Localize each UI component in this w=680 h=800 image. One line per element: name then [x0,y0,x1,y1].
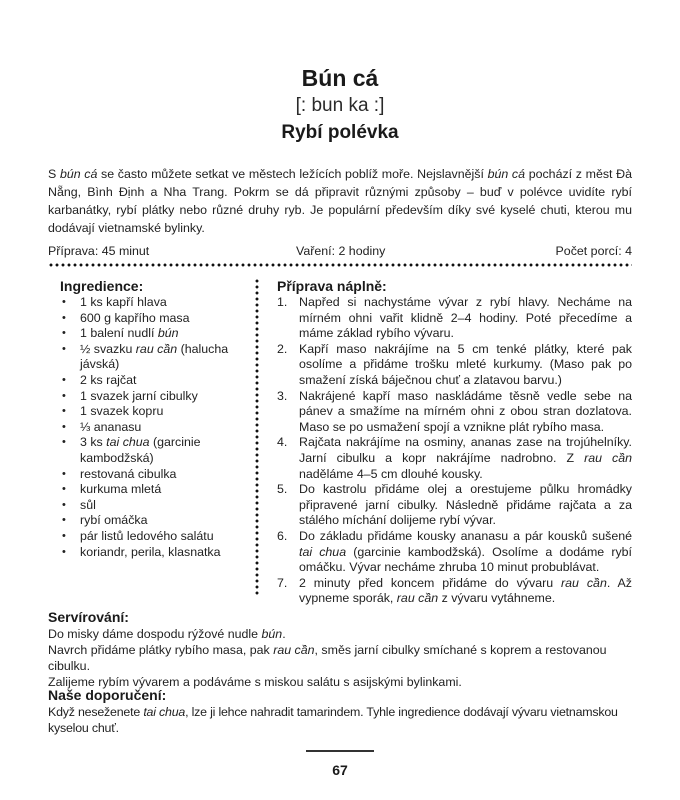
text-run: kurkuma mletá [80,482,162,497]
text-run: se často můžete setkat ve městech ležících poblíž moře. Nejslavnější [97,167,488,181]
recipe-subtitle: Rybí polévka [281,122,399,143]
serving-text [48,626,648,690]
italic-term: bún [261,627,283,641]
intro-paragraph [48,165,632,237]
step-number: 1. [277,295,288,309]
text-run: ⅓ ananasu [80,419,142,434]
dotted-divider-horizontal [48,263,632,267]
ingredient-item [60,295,250,311]
text-run: Zalijeme rybím vývarem a podáváme s miskou salátu s asijskými bylinkami. [48,675,462,689]
italic-term: rau cần [561,575,607,590]
footer-rule [306,750,374,752]
text-run: naděláme 4–5 cm dlouhé kousky. [299,466,483,481]
italic-term: tai chua [143,705,186,719]
text-run: (halucha jávská) [80,341,229,372]
recommendation-section [48,686,632,736]
servings: Počet porcí: 4 [555,244,632,258]
preparation-step [277,342,632,389]
text-run: rybí omáčka [80,513,148,528]
ingredient-item [60,389,250,405]
italic-term: rau cần [396,591,439,606]
step-number: 3. [277,388,288,403]
recommendation-heading: Naše doporučení: [48,687,167,703]
text-run: 3 ks [80,435,107,450]
text-run: S [48,167,60,181]
preparation-step [277,529,632,576]
preparation-step [277,295,632,342]
prep-time: Příprava: 45 minut [48,244,150,258]
serving-section [48,608,648,690]
ingredient-item [60,311,250,327]
ingredient-item [60,420,250,436]
text-run: pochází z měst Đà Nẵng, Bình Định a Nha Trang. Pokrm se dá připravit různými způsoby – buď v polévce uvidíte rybí karbanátky, rybí plátky nebo různé druhy ryb. Je populární především díky své kyselé chuti, kterou mu dodávají vietnamské bylinky. [48,167,632,235]
text-run: (garcinie kambodžská). Osolíme a dodáme rybí omáčku. Vývar necháme zhruba 10 minut probublávat. [299,544,632,575]
text-run: , směs jarní cibulky smíchané s koprem a restovanou cibulku. [48,643,607,673]
step-number: 4. [277,435,288,450]
ingredient-item [60,498,250,514]
text-run: Kapří maso nakrájíme na 5 cm tenké plátky, které pak osolíme a přidáme trošku mleté kurkumy. (Maso pak po smažení získá báječnou chuť a zlatavou barvu.) [299,341,632,387]
text-run: 600 g kapřího masa [80,310,190,325]
text-run: koriandr, perila, klasnatka [80,544,221,559]
page-number: 67 [332,762,348,778]
text-run: 1 balení nudlí [80,326,158,341]
ingredients-list [60,295,250,560]
preparation-step [277,482,632,529]
ingredient-item [60,435,250,466]
text-run: pár listů ledového salátu [80,528,214,543]
recipe-header [0,63,680,146]
text-run: . [282,627,286,641]
italic-term: bún [157,326,179,341]
text-run: Do základu přidáme kousky ananasu a pár kousků sušené [299,528,632,543]
ingredient-item [60,326,250,342]
text-run: . Až vypneme sporák, [299,575,632,606]
ingredient-item [60,545,250,561]
text-run: ½ svazku [80,341,136,356]
text-run: Navrch přidáme plátky rybího masa, pak [48,643,274,657]
text-run: Nakrájené kapří maso naskládáme těsně vedle sebe na pánev a smažíme na mírném ohni z obou stran dozlatova. Maso se po usmažení spojí a vznikne plát rybího masa. [299,388,632,434]
dotted-divider-vertical [255,278,259,596]
text-run: restovaná cibulka [80,466,177,481]
text-run: 1 svazek kopru [80,404,164,419]
serving-line [48,626,648,642]
serving-line [48,642,648,674]
italic-term: tai chua [106,435,150,450]
ingredient-item [60,404,250,420]
text-run: , lze ji lehce nahradit tamarindem. Tyhle ingredience dodávají vývaru vietnamskou kyselou chuť. [48,705,618,735]
text-run: 2 ks rajčat [80,372,137,387]
text-run: 1 svazek jarní cibulky [80,388,198,403]
text-run: Do kastrolu přidáme olej a orestujeme půlku hromádky připravené jarní cibulky. Následně přidáme rajčata a za stálého míchání dolijeme rybí vývar. [299,482,632,528]
preparation-step [277,389,632,436]
preparation-step [277,435,632,482]
step-number: 2. [277,341,288,356]
italic-term: tai chua [299,544,347,559]
ingredients-section [60,277,250,560]
preparation-step [277,576,632,607]
italic-term: bún cá [487,167,526,181]
preparation-steps [277,295,632,607]
ingredient-item [60,482,250,498]
text-run: Do misky dáme dospodu rýžové nudle [48,627,262,641]
text-run: Napřed si nachystáme vývar z rybí hlavy. Necháme na mírném ohni vařit klidně 2–4 hodiny. Poté přecedíme a máme základ rybího vývaru. [299,295,632,341]
ingredient-item [60,529,250,545]
cook-time: Vaření: 2 hodiny [296,244,386,258]
italic-term: rau cần [135,341,178,356]
text-run: sůl [80,497,96,512]
italic-term: rau cần [584,450,632,465]
ingredient-item [60,342,250,373]
pronunciation: [: bun ka :] [295,95,385,116]
serving-heading: Servírování: [48,609,129,625]
ingredient-item [60,467,250,483]
ingredient-item [60,513,250,529]
preparation-heading: Příprava náplně: [277,278,387,294]
step-number: 6. [277,528,288,543]
italic-term: rau cần [273,643,315,657]
italic-term: bún cá [59,167,98,181]
text-run: z vývaru vytáhneme. [438,591,556,606]
text-run: Když neseženete [48,705,144,719]
ingredient-item [60,373,250,389]
text-run: Rajčata nakrájíme na osminy, ananas zase na trojúhelníky. Jarní cibulku a kopr nakrájíme nadrobno. Z [299,435,632,465]
step-number: 7. [277,575,288,590]
text-run: 1 ks kapří hlava [80,295,167,309]
recipe-title: Bún cá [301,65,379,91]
recommendation-text [48,704,632,736]
step-number: 5. [277,482,288,497]
text-run: 2 minuty před koncem přidáme do vývaru [299,575,562,590]
text-run: (garcinie kambodžská) [80,435,201,465]
ingredients-heading: Ingredience: [60,278,144,294]
preparation-section [277,277,632,607]
